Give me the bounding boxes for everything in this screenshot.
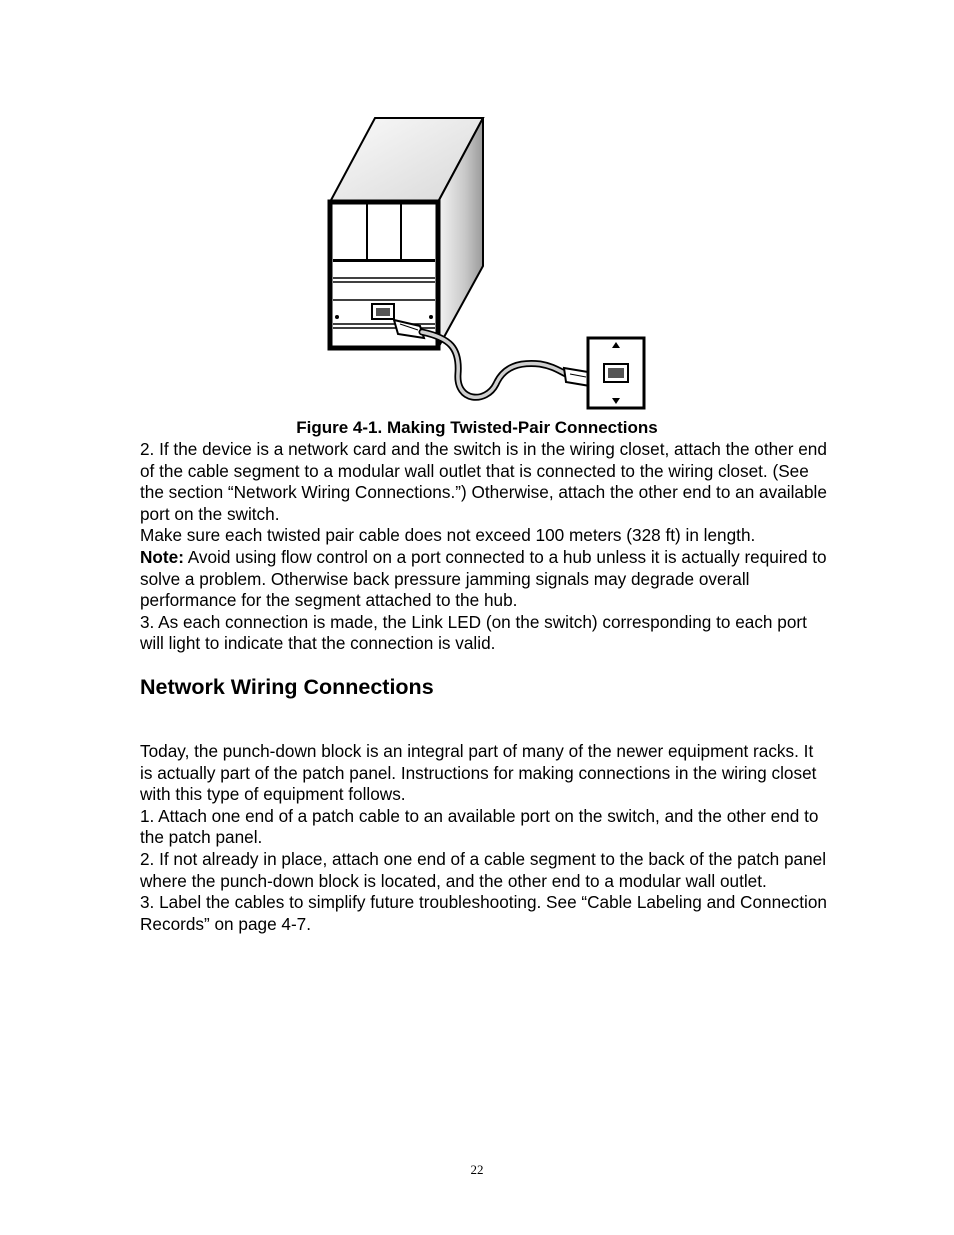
cable-length-paragraph: Make sure each twisted pair cable does not exceed 100 meters (328 ft) in length. (140, 525, 756, 546)
intro-paragraph: Today, the punch-down block is an integral part of many of the newer equipment racks. It is actually part of the patch panel. Instructions for making connections in the wiring closet with this type of equipment follows. (140, 741, 817, 805)
wiring-step3: 3. Label the cables to simplify future troubleshooting. See “Cable Labeling and Connection Records” on page 4-7. (140, 892, 827, 934)
rack-illustration (290, 112, 664, 416)
section-heading: Network Wiring Connections (140, 675, 434, 699)
page-number: 22 (470, 1162, 484, 1177)
twisted-pair-connection-figure (290, 112, 664, 416)
wiring-step1: 1. Attach one end of a patch cable to an available port on the switch, and the other end to the patch panel. (140, 805, 819, 848)
step3-paragraph: 3. As each connection is made, the Link LED (on the switch) corresponding to each port will light to indicate that the connection is valid. (140, 611, 807, 654)
step2-paragraph: 2. If the device is a network card and the switch is in the wiring closet, attach the other end of the cable segment to a modular wall outlet that is connected to the wiring closet. (See the section “Network Wiring Connections.”) Otherwise, attach the other end to an available port on the switch. (140, 439, 827, 524)
section1-text (140, 439, 830, 655)
figure-caption: Figure 4-1. Making Twisted-Pair Connections (296, 418, 658, 437)
note-text: Avoid using flow control on a port connected to a hub unless it is actually required to solve a problem. Otherwise back pressure jamming signals may degrade overall performance for the segment attached to the hub. (140, 546, 827, 611)
section2-text (140, 741, 830, 935)
wiring-step2: 2. If not already in place, attach one end of a cable segment to the back of the patch panel where the punch-down block is located, and the other end to a modular wall outlet. (140, 848, 827, 891)
note-label: Note: (140, 546, 184, 567)
note-paragraph (140, 547, 830, 612)
